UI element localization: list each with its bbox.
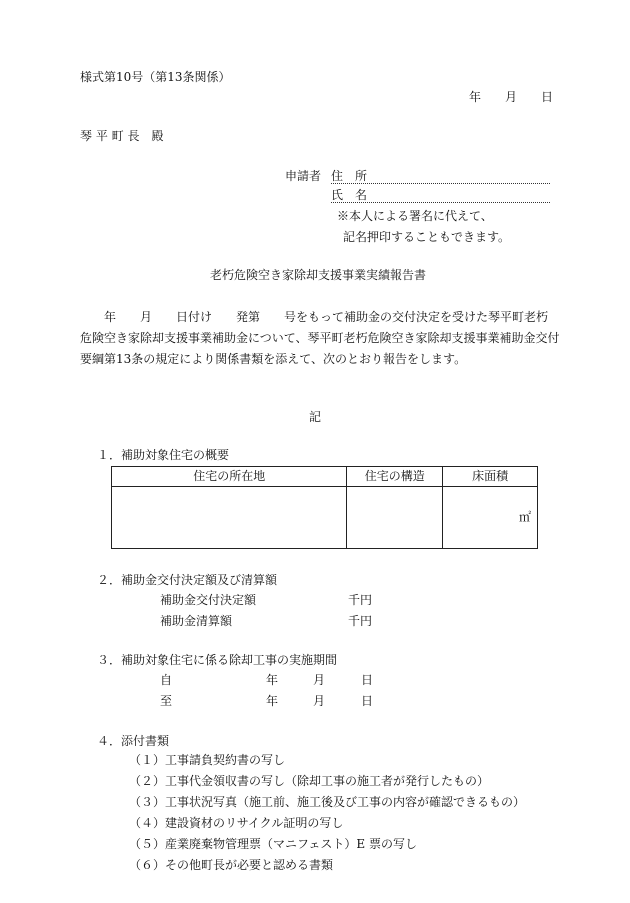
grant-settlement-label: 補助金清算額 <box>160 614 233 628</box>
period-from-day: 日 <box>361 673 374 687</box>
applicant-label: 申請者 <box>285 169 322 183</box>
location-cell <box>112 487 347 549</box>
grant-decision-label: 補助金交付決定額 <box>160 593 257 607</box>
grant-decision-unit: 千円 <box>348 593 373 607</box>
period-to-month: 月 <box>313 694 326 708</box>
addressee: 琴 平 町 長 殿 <box>80 129 164 143</box>
floor-area-cell <box>443 487 538 549</box>
name-label: 氏 名 <box>331 188 368 202</box>
period-from-year: 年 <box>266 673 279 687</box>
attachment-item-1: （１）工事請負契約書の写し <box>129 753 286 767</box>
attachment-item-5: （５）産業廃棄物管理票（マニフェスト）E 票の写し <box>129 837 417 851</box>
attachment-item-4: （４）建設資材のリサイクル証明の写し <box>129 816 344 830</box>
col-structure-header: 住宅の構造 <box>347 467 443 487</box>
structure-cell <box>347 487 443 549</box>
period-from-month: 月 <box>313 673 326 687</box>
attachment-item-2: （２）工事代金領収書の写し（除却工事の施工者が発行したもの） <box>129 774 490 788</box>
form-number: 様式第10号（第13条関係） <box>80 70 231 84</box>
signature-note-line1: ※本人による署名に代えて、 <box>337 209 493 223</box>
date-year-label: 年 <box>469 90 482 104</box>
period-to-day: 日 <box>361 694 374 708</box>
address-label: 住 所 <box>331 169 368 183</box>
body-line-2: 危険空き家除却支援事業補助金について、琴平町老朽危険空き家除却支援事業補助金交付 <box>80 331 560 345</box>
period-to-year: 年 <box>266 694 279 708</box>
attachment-item-6: （６）その他町長が必要と認める書類 <box>129 858 334 872</box>
section2-heading: ２．補助金交付決定額及び清算額 <box>97 573 278 587</box>
section3-heading: ３．補助対象住宅に係る除却工事の実施期間 <box>97 653 338 667</box>
body-paragraph <box>80 307 560 370</box>
address-line <box>331 183 550 184</box>
col-location-header: 住宅の所在地 <box>112 467 347 487</box>
period-to-label: 至 <box>160 694 173 708</box>
housing-overview-table <box>111 466 538 549</box>
attachment-item-3: （３）工事状況写真（施工前、施工後及び工事の内容が確認できるもの） <box>129 795 526 809</box>
period-from-label: 自 <box>160 673 173 687</box>
section1-heading: １．補助対象住宅の概要 <box>97 448 230 462</box>
square-meter-unit: ㎡ <box>518 510 531 525</box>
signature-note-line2: 記名押印することもできます。 <box>343 230 511 244</box>
section4-heading: ４．添付書類 <box>97 734 170 748</box>
ki-marker: 記 <box>309 410 322 424</box>
document-title: 老朽危険空き家除却支援事業実績報告書 <box>210 268 427 282</box>
body-line-1: 年 月 日付け 発第 号をもって補助金の交付決定を受けた琴平町老朽 <box>80 310 549 324</box>
grant-settlement-unit: 千円 <box>348 614 373 628</box>
name-line <box>331 202 550 203</box>
body-line-3: 要綱第13条の規定により関係書類を添えて、次のとおり報告をします。 <box>80 352 467 366</box>
date-day-label: 日 <box>541 90 554 104</box>
table-row <box>112 487 538 549</box>
date-month-label: 月 <box>505 90 518 104</box>
table-header-row <box>112 467 538 487</box>
col-floor-area-header: 床面積 <box>443 467 538 487</box>
